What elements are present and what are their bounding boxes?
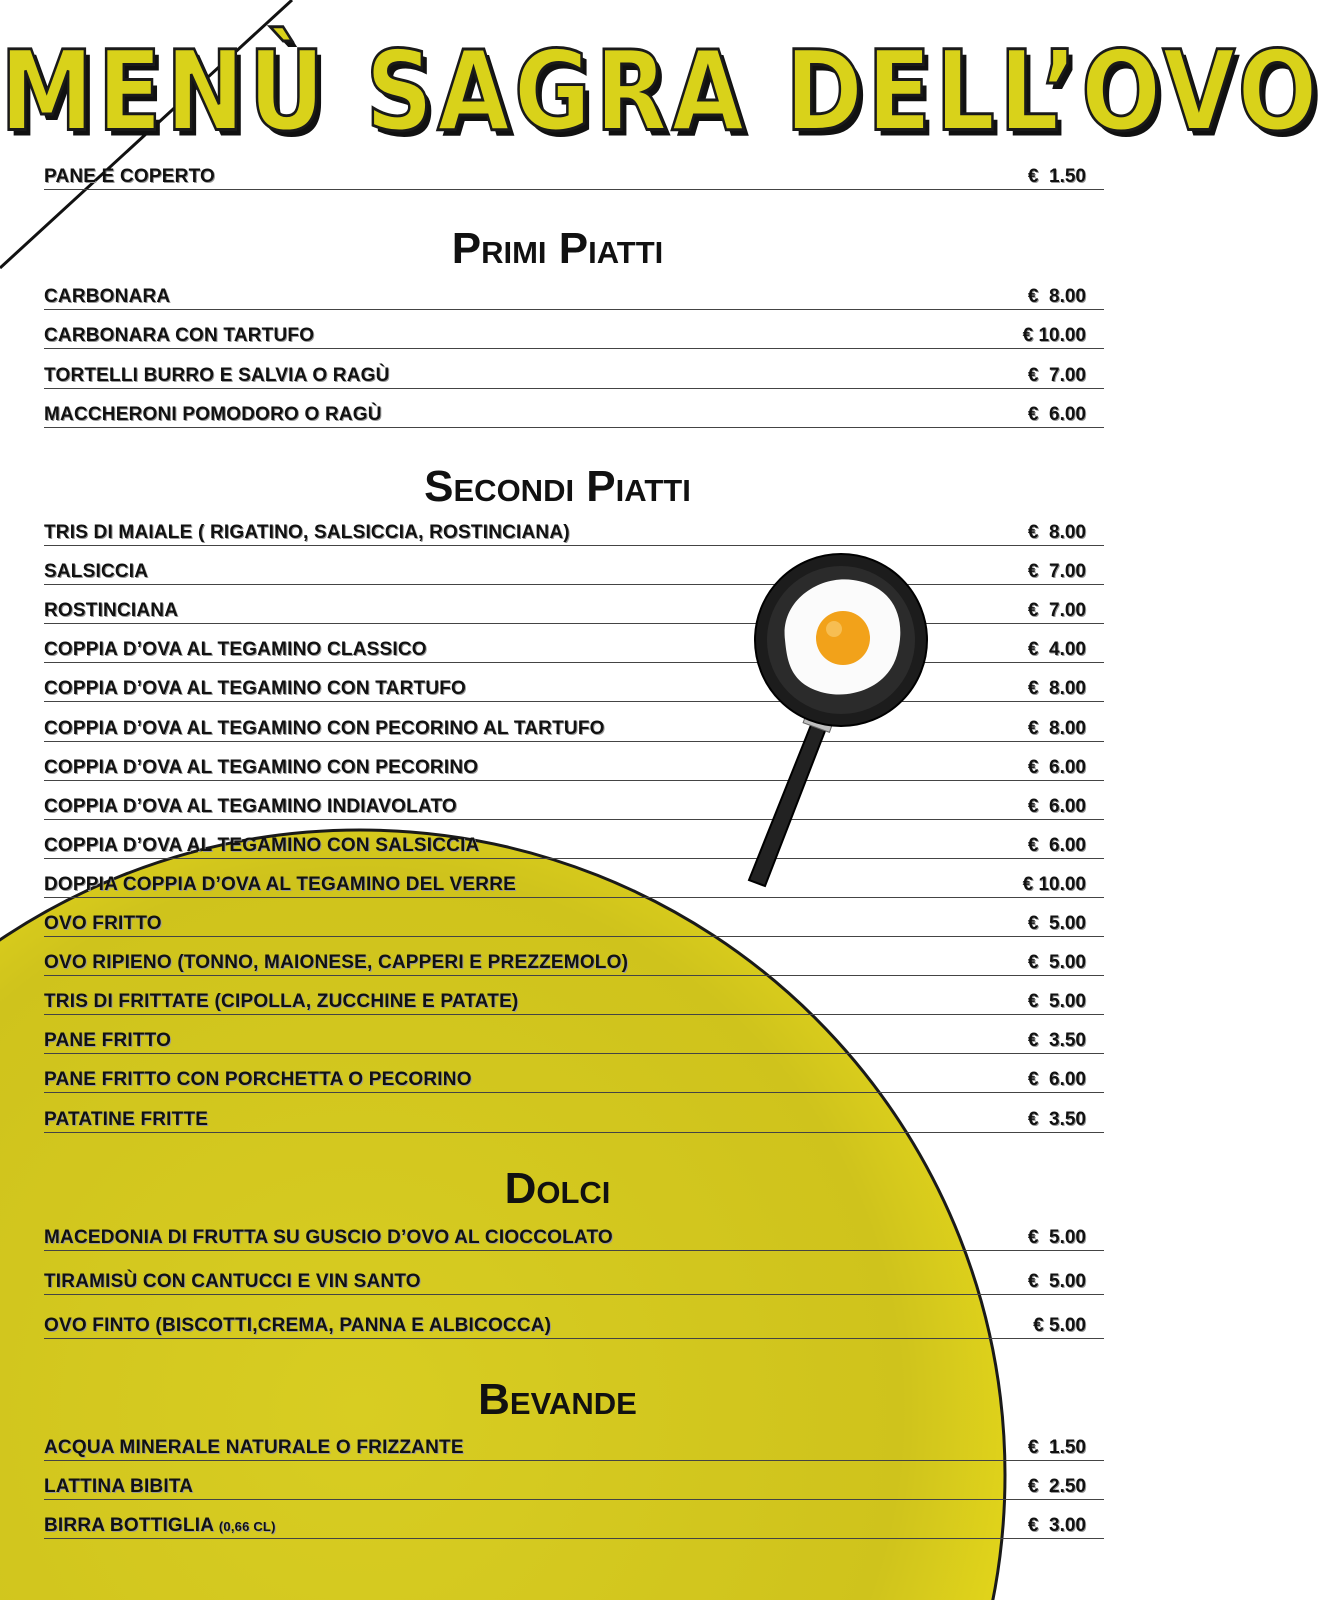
item-name: [44, 600, 178, 622]
item-price: € 1.50: [1027, 166, 1086, 187]
item-name-text: ROSTINCIANA: [44, 600, 179, 622]
item-name-text: OVO FRITTO: [44, 913, 162, 934]
menu-item: [44, 1071, 1104, 1093]
item-rule: [44, 1538, 1104, 1539]
menu-item: [44, 873, 1104, 898]
item-rule: [44, 427, 1104, 428]
item-rule: [44, 780, 1104, 781]
item-name-text: COPPIA D’OVA AL TEGAMINO INDIAVOLATO: [44, 795, 457, 817]
menu-item: [44, 1317, 1104, 1339]
item-name-text: OVO FINTO (BISCOTTI,CREMA, PANNA E ALBICOCCA): [44, 1315, 552, 1336]
item-name-text: TORTELLI BURRO E SALVIA O RAGÙ: [44, 364, 390, 386]
item-price: € 5.00: [1027, 913, 1086, 934]
item-name-text: COPPIA D’OVA AL TEGAMINO CON SALSICCIA: [44, 834, 480, 856]
item-rule: [44, 975, 1104, 976]
menu-item: [44, 403, 1104, 428]
item-rule: [44, 545, 1104, 546]
item-name: PANE E COPERTO: [44, 166, 216, 187]
item-rule: [44, 936, 1104, 937]
item-name-text: CARBONARA: [44, 286, 171, 307]
item-price: € 7.00: [1027, 600, 1086, 622]
item-name: [44, 286, 170, 308]
egg-yolk: [816, 611, 870, 665]
item-rule: [44, 819, 1104, 820]
item-price: € 6.00: [1027, 1069, 1086, 1091]
item-name-text: LATTINA BIBITA: [44, 1476, 194, 1497]
item-name: [44, 796, 457, 818]
item-price: € 1.50: [1027, 1437, 1086, 1458]
item-price: € 10.00: [1022, 325, 1086, 347]
menu-item: [44, 641, 1104, 663]
item-rule: [44, 897, 1104, 898]
item-price: € 5.00: [1027, 1271, 1086, 1292]
menu-item: [44, 327, 1104, 349]
item-price: € 4.00: [1027, 639, 1086, 661]
frying-pan-egg-illustration: [735, 550, 945, 900]
item-name: [44, 365, 390, 387]
item-rule: [44, 662, 1104, 663]
item-price: € 3.50: [1027, 1030, 1086, 1052]
item-name: [44, 1227, 613, 1249]
item-rule: [44, 623, 1104, 624]
item-price: € 7.00: [1027, 364, 1086, 386]
section-title-primi: Primi Piatti: [451, 224, 664, 273]
item-rule: [44, 1092, 1104, 1093]
menu-item: [44, 524, 1104, 546]
item-name-text: TRIS DI MAIALE ( RIGATINO, SALSICCIA, ROSTINCIANA): [44, 522, 570, 543]
item-name-text: COPPIA D’OVA AL TEGAMINO CON PECORINO AL TARTUFO: [44, 717, 605, 739]
item-name-text: MACEDONIA DI FRUTTA SU GUSCIO D’OVO AL CIOCCOLATO: [44, 1227, 613, 1248]
item-name-text: CARBONARA CON TARTUFO: [44, 325, 315, 347]
item-name: [44, 835, 479, 857]
item-name-text: PATATINE FRITTE: [44, 1108, 209, 1130]
item-name: [44, 561, 148, 583]
item-name-text: DOPPIA COPPIA D’OVA AL TEGAMINO DEL VERRE: [44, 873, 516, 895]
item-name-text: COPPIA D’OVA AL TEGAMINO CON TARTUFO: [44, 678, 467, 700]
item-rule: [44, 1132, 1104, 1133]
item-rule: [44, 1014, 1104, 1015]
item-name: [44, 874, 516, 896]
item-note: (0,66 CL): [218, 1519, 276, 1534]
item-rule: [44, 1338, 1104, 1339]
section-title-bevande: Bevande: [478, 1375, 637, 1424]
item-name-text: TRIS DI FRITTATE (CIPOLLA, ZUCCHINE E PATATE): [44, 991, 519, 1013]
item-price: € 3.00: [1027, 1515, 1086, 1536]
menu-item: [44, 1108, 1104, 1133]
item-name: [44, 757, 478, 779]
item-rule: [44, 741, 1104, 742]
item-price: € 6.00: [1027, 756, 1086, 778]
item-price: € 7.00: [1027, 561, 1086, 583]
menu-item: [44, 717, 1104, 742]
menu-item: [44, 1439, 1104, 1461]
item-name: [44, 1315, 551, 1337]
menu-item: [44, 993, 1104, 1015]
menu-item-cover: [44, 168, 1104, 190]
item-rule: [44, 309, 1104, 310]
item-price: € 8.00: [1027, 286, 1086, 307]
menu-item: [44, 834, 1104, 859]
item-name-text: PANE FRITTO: [44, 1030, 172, 1052]
item-name: [44, 1476, 193, 1498]
item-price: € 6.00: [1027, 834, 1086, 856]
item-price: € 6.00: [1027, 795, 1086, 817]
menu-item: [44, 1273, 1104, 1295]
menu-item: [44, 954, 1104, 976]
item-rule: [44, 189, 1104, 190]
item-rule: [44, 1250, 1104, 1251]
menu-item: [44, 563, 1104, 585]
item-name-text: COPPIA D’OVA AL TEGAMINO CON PECORINO: [44, 756, 479, 778]
item-name-text: PANE FRITTO CON PORCHETTA O PECORINO: [44, 1069, 472, 1091]
item-rule: [44, 584, 1104, 585]
item-price: € 5.00: [1027, 952, 1086, 974]
item-name: [44, 1271, 421, 1293]
menu-item: [44, 1517, 1104, 1539]
item-price: € 2.50: [1027, 1476, 1086, 1497]
menu-item: [44, 1478, 1104, 1500]
item-rule: [44, 1460, 1104, 1461]
menu-item: [44, 602, 1104, 624]
item-name: [44, 1069, 472, 1091]
item-price: € 3.50: [1027, 1108, 1086, 1130]
item-rule: [44, 388, 1104, 389]
menu-item: [44, 795, 1104, 820]
item-rule: [44, 701, 1104, 702]
menu-item: [44, 1032, 1104, 1054]
item-price: € 6.00: [1027, 403, 1086, 425]
item-price: € 8.00: [1027, 717, 1086, 739]
menu-item: [44, 756, 1104, 781]
item-price: € 5.00: [1033, 1315, 1086, 1336]
item-rule: [44, 1499, 1104, 1500]
item-name: [44, 639, 427, 661]
item-name: [44, 325, 314, 347]
menu-item: [44, 680, 1104, 702]
item-name: [44, 1030, 171, 1052]
item-price: € 8.00: [1027, 678, 1086, 700]
section-title-secondi: Secondi Piatti: [424, 462, 691, 511]
item-name: [44, 1109, 208, 1131]
item-price: € 10.00: [1022, 873, 1086, 895]
menu-title: MENÙ SAGRA DELL’OVO: [0, 28, 1321, 157]
menu-item: [44, 915, 1104, 937]
item-name: [44, 952, 628, 974]
section-title-dolci: Dolci: [504, 1164, 611, 1213]
item-rule: [44, 348, 1104, 349]
item-name: [44, 1437, 464, 1459]
pan-handle: [749, 708, 835, 886]
item-name-text: COPPIA D’OVA AL TEGAMINO CLASSICO: [44, 639, 427, 661]
menu-item: [44, 364, 1104, 389]
item-rule: [44, 858, 1104, 859]
item-name-text: ACQUA MINERALE NATURALE O FRIZZANTE: [44, 1437, 464, 1458]
item-name-text: OVO RIPIENO (TONNO, MAIONESE, CAPPERI E PREZZEMOLO): [44, 952, 629, 974]
item-name: [44, 678, 466, 700]
item-name: [44, 522, 570, 544]
item-rule: [44, 1294, 1104, 1295]
item-name-text: SALSICCIA: [44, 561, 149, 583]
item-price: € 5.00: [1027, 991, 1086, 1013]
item-name: [44, 913, 162, 935]
item-name-text: MACCHERONI POMODORO O RAGÙ: [44, 403, 382, 425]
item-name: [44, 404, 382, 426]
menu-item: [44, 1229, 1104, 1251]
item-name: [44, 1515, 276, 1537]
menu-item: [44, 288, 1104, 310]
item-rule: [44, 1053, 1104, 1054]
item-name-text: BIRRA BOTTIGLIA: [44, 1515, 214, 1536]
item-price: € 5.00: [1027, 1227, 1086, 1248]
item-name: [44, 718, 605, 740]
item-price: € 8.00: [1027, 522, 1086, 543]
item-name-text: TIRAMISÙ CON CANTUCCI E VIN SANTO: [44, 1271, 421, 1292]
item-name: [44, 991, 518, 1013]
